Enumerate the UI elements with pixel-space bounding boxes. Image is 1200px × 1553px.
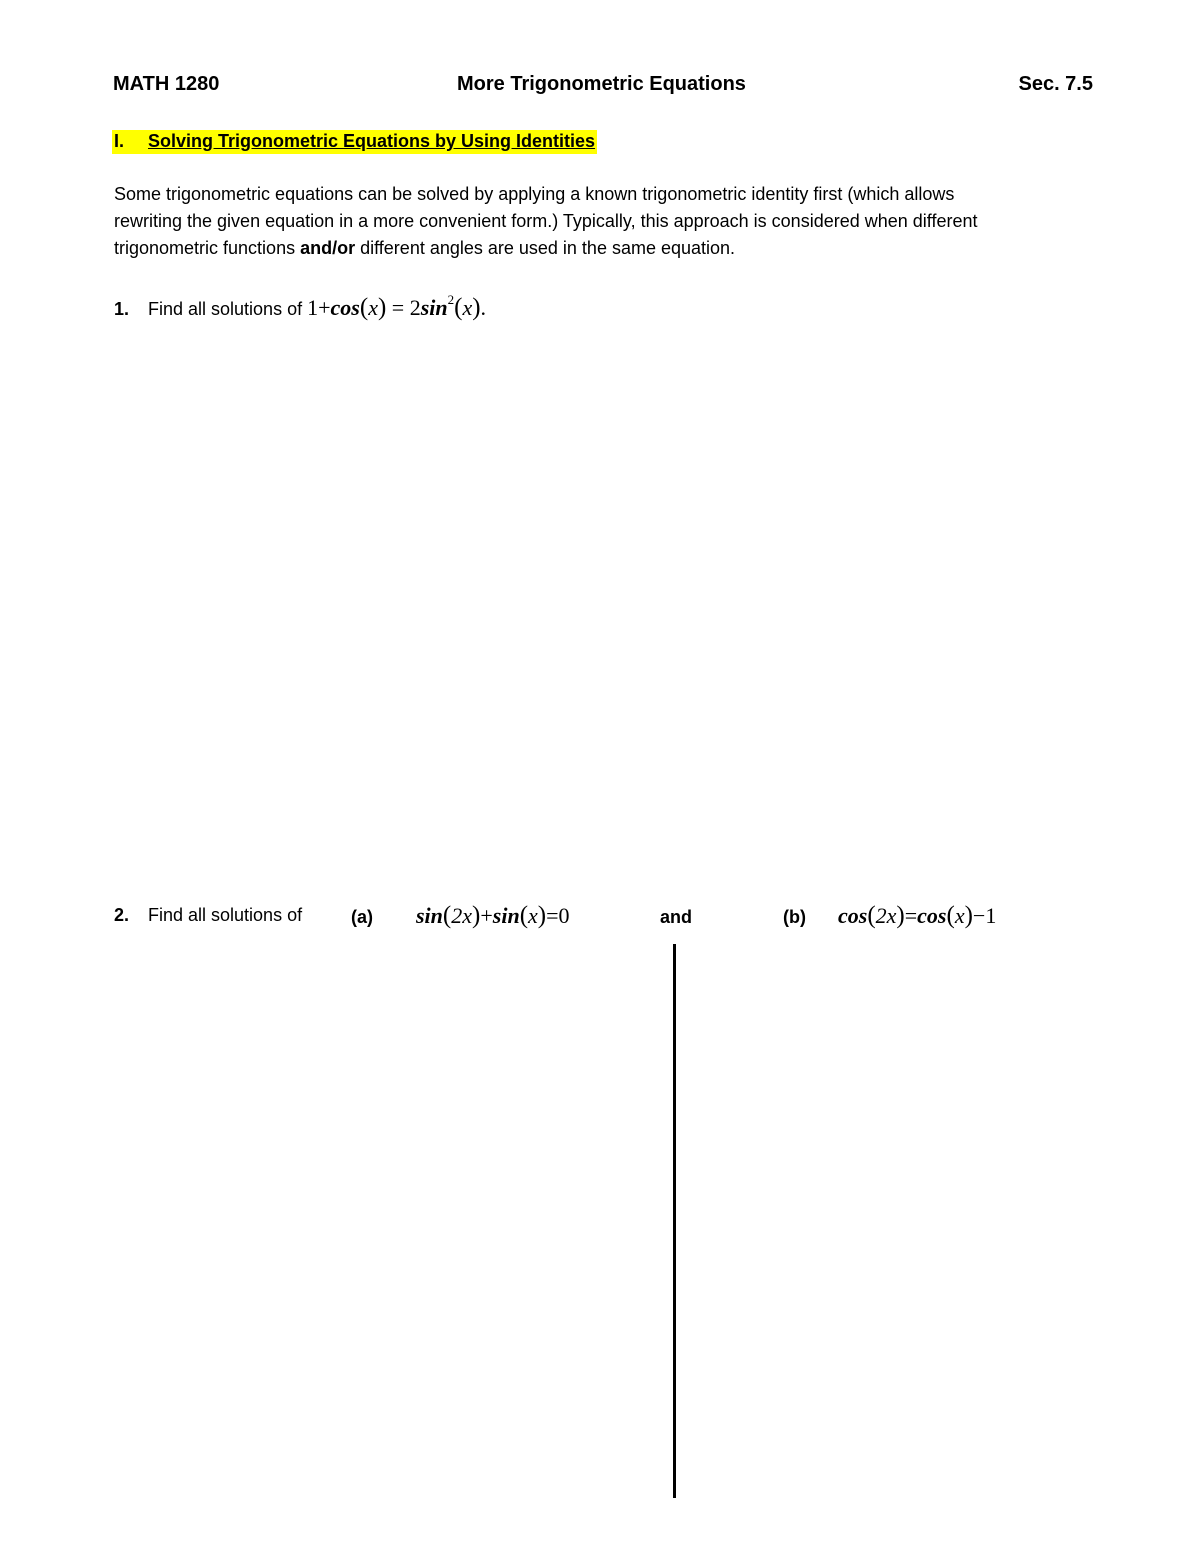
problem-2	[114, 905, 302, 926]
equation-1: $1+\cos(x) = 2\sin^2(x)$.	[307, 292, 487, 321]
problem-1	[114, 292, 486, 322]
intro-line: rewriting the given equation in a more convenient form.) Typically, this approach is considered when different	[114, 211, 978, 231]
column-divider	[673, 944, 676, 1498]
problem-number: 2.	[114, 905, 130, 925]
part-a-label: (a)	[351, 907, 373, 927]
section-number: I.	[114, 131, 125, 151]
intro-text: different angles are used in the same equation.	[355, 238, 736, 258]
intro-emphasis: and/or	[300, 238, 356, 258]
problem-prompt: Find all solutions of	[148, 299, 303, 319]
course-label: MATH 1280	[113, 73, 220, 95]
section-label: Sec. 7.5	[1018, 73, 1093, 95]
intro-line	[114, 235, 1104, 262]
equation-2b: cos(2x)=cos(x)−1	[838, 902, 997, 929]
intro-line: Some trigonometric equations can be solved by applying a known trigonometric identity first (which allows	[114, 184, 955, 204]
section-heading	[112, 130, 597, 154]
section-title: Solving Trigonometric Equations by Using Identities	[148, 131, 596, 151]
problem-prompt: Find all solutions of	[148, 905, 303, 925]
intro-paragraph	[114, 181, 1104, 262]
equation-2a: sin(2x)+sin(x)=0	[416, 902, 570, 929]
page-title: More Trigonometric Equations	[457, 73, 746, 95]
problem-number: 1.	[114, 299, 130, 319]
intro-text: trigonometric functions	[114, 238, 301, 258]
part-b-label: (b)	[783, 907, 806, 927]
connector-and: and	[660, 907, 693, 927]
